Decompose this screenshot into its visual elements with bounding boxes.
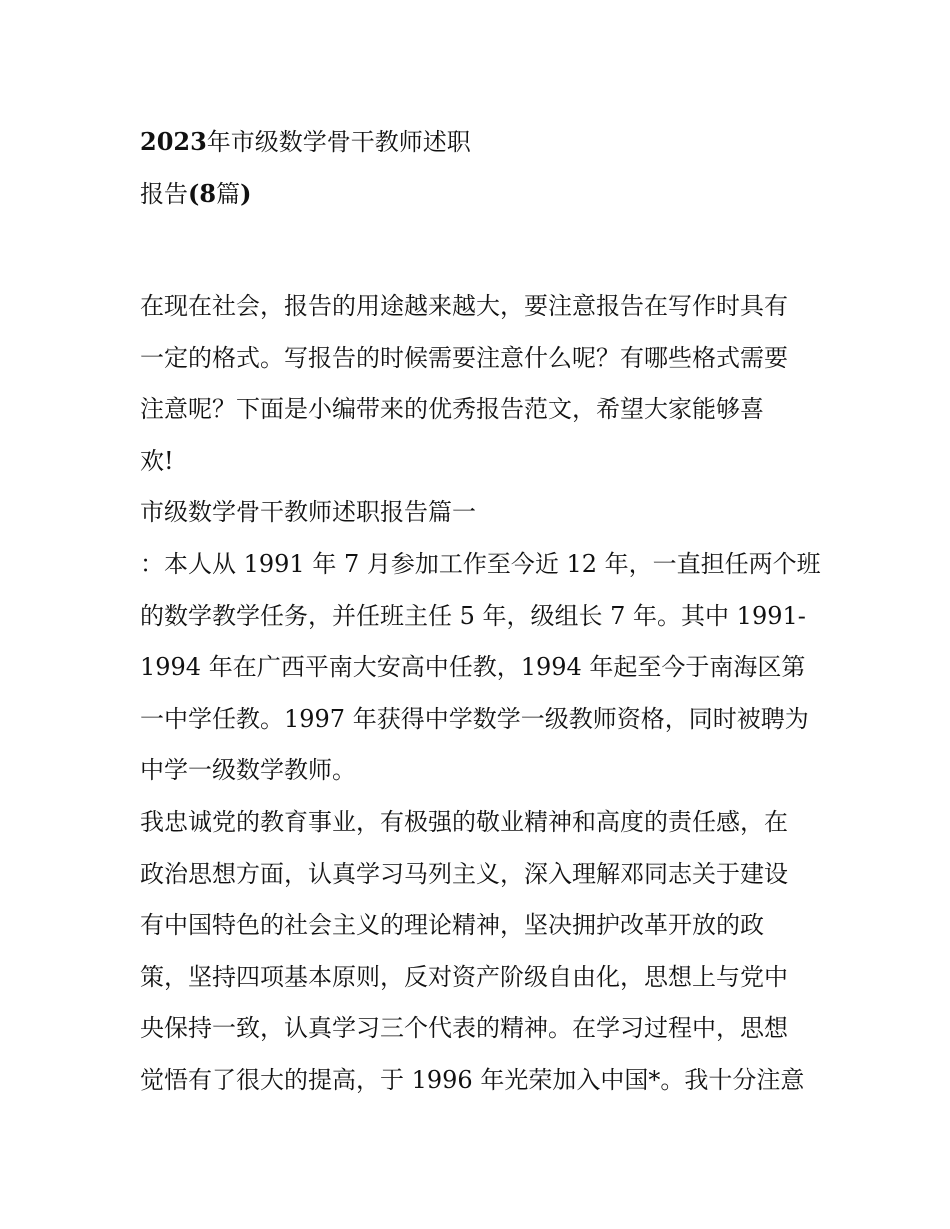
body-line: 一定的格式。写报告的时候需要注意什么呢？有哪些格式需要: [140, 343, 788, 372]
body-line: 政治思想方面，认真学习马列主义，深入理解邓同志关于建设: [140, 859, 788, 888]
document-body: [140, 281, 830, 1107]
body-line: ：本人从 1991 年 7 月参加工作至今近 12 年，一直担任两个班: [140, 549, 821, 578]
body-line: 注意呢？下面是小编带来的优秀报告范文，希望大家能够喜: [140, 395, 764, 424]
body-line: 欢!: [140, 446, 174, 475]
body-line: 中学一级数学教师。: [140, 756, 356, 785]
body-line: 1994 年在广西平南大安高中任教，1994 年起至今于南海区第: [140, 653, 806, 682]
body-line: 在现在社会，报告的用途越来越大，要注意报告在写作时具有: [140, 292, 788, 320]
title-count-close: ): [240, 178, 252, 208]
title-text-2: 报告: [140, 179, 188, 208]
title-text-1: 年市级数学骨干教师述职: [206, 128, 471, 156]
body-line: 觉悟有了很大的提高，于 1996 年光荣加入中国*。我十分注意: [140, 1065, 805, 1094]
title-line-1: [140, 116, 830, 168]
body-line: 我忠诚党的教育事业，有极强的敬业精神和高度的责任感，在: [140, 807, 788, 836]
title-count-unit: 篇: [216, 179, 241, 208]
section-heading: 市级数学骨干教师述职报告篇一: [140, 498, 476, 527]
body-line: 有中国特色的社会主义的理论精神，坚决拥护改革开放的政: [140, 911, 764, 940]
body-line: 央保持一致，认真学习三个代表的精神。在学习过程中，思想: [140, 1014, 788, 1043]
document-title: [140, 116, 830, 219]
title-count-open: (8: [188, 178, 217, 208]
body-line: 策，坚持四项基本原则，反对资产阶级自由化，思想上与党中: [140, 962, 788, 991]
body-line: 的数学教学任务，并任班主任 5 年，级组长 7 年。其中 1991-: [140, 601, 806, 630]
body-line: 一中学任教。1997 年获得中学数学一级教师资格，同时被聘为: [140, 704, 809, 733]
title-line-2: [140, 168, 830, 220]
title-year: 2023: [140, 127, 207, 156]
